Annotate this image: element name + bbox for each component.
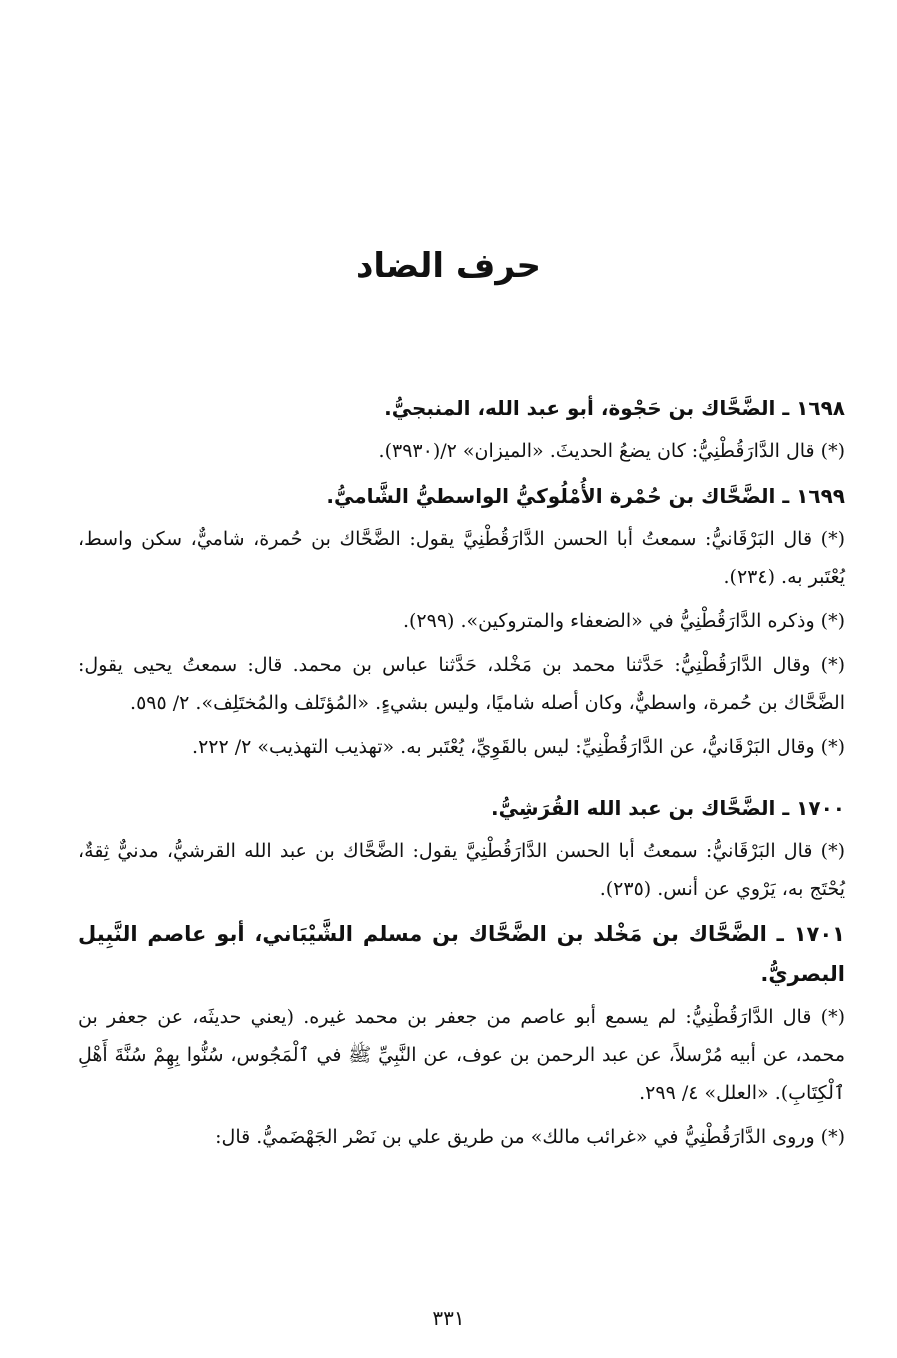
entry-heading: ١٧٠١ ـ الضَّحَّاك بن مَخْلد بن الضَّحَّاك بن مسلم الشَّيْبَاني، أبو عاصم النَّبِيل البصريُّ. [78,922,845,986]
entry-paragraph: (*) وقال البَرْقَانيُّ، عن الدَّارَقُطْنِيِّ: ليس بالقَوِيِّ، يُعْتَبر به. «تهذيب التهذيب» ٢/ ٢٢٢. [192,736,845,758]
entry-1701 [78,914,845,1156]
chapter-title: حرف الضاد [355,246,542,286]
entry-paragraph: (*) وذكره الدَّارَقُطْنِيُّ في «الضعفاء والمتروكين». (٢٩٩). [402,610,845,632]
entry-1698 [78,388,845,470]
entry-heading: ١٧٠٠ ـ الضَّحَّاك بن عبد الله القُرَشِيُّ. [490,796,845,820]
entry-paragraph: (*) قال البَرْقَانيُّ: سمعتُ أبا الحسن الدَّارَقُطْنِيَّ يقول: الضَّحَّاك بن حُمرة، شاميٌّ، سكن واسط، يُعْتَبر به. (٢٣٤). [78,528,845,588]
page-number: ٣٣١ [432,1306,465,1330]
entry-paragraph: (*) قال الدَّارَقُطْنِيُّ: لم يسمع أبو عاصم من جعفر بن محمد غيره. (يعني حديثَه، عن جعفر بن محمد، عن أبيه مُرْسلاً، عن عبد الرحمن بن عوف، عن النَّبِيِّ ﷺ في ٱلْمَجُوس، سُنُّوا بِهِمْ سُنَّةَ أَهْلِ ٱلْكِتَابِ). «العلل» ٤/ ٢٩٩. [78,1006,845,1104]
page-content [78,388,845,1162]
entry-paragraph: (*) وروى الدَّارَقُطْنِيُّ في «غرائب مالك» من طريق علي بن نَصْر الجَهْضَميُّ. قال: [215,1126,845,1148]
entry-1699 [78,476,845,766]
entry-paragraph: (*) قال البَرْقَانيُّ: سمعتُ أبا الحسن الدَّارَقُطْنِيَّ يقول: الضَّحَّاك بن عبد الله القرشيُّ، مدنيٌّ ثِقةٌ، يُحْتَج به، يَرْوي عن أنس. (٢٣٥). [78,840,845,900]
entry-heading: ١٦٩٨ ـ الضَّحَّاك بن حَجْوة، أبو عبد الله، المنبجيُّ. [384,396,845,420]
entry-paragraph: (*) قال الدَّارَقُطْنِيُّ: كان يضعُ الحديثَ. «الميزان» ٢/(٣٩٣٠). [378,440,845,462]
entry-heading: ١٦٩٩ ـ الضَّحَّاك بن حُمْرة الأُمْلُوكيُّ الواسطيُّ الشَّاميُّ. [326,484,845,508]
entry-paragraph: (*) وقال الدَّارَقُطْنِيُّ: حَدَّثنا محمد بن مَخْلد، حَدَّثنا عباس بن محمد. قال: سمعتُ يحيى يقول: الضَّحَّاك بن حُمرة، واسطيٌّ، وكان أصله شاميًا، وليس بشيءٍ. «المُؤتَلف والمُختَلِف». ٢/ ٥٩٥. [78,654,845,714]
entry-1700 [78,788,845,908]
